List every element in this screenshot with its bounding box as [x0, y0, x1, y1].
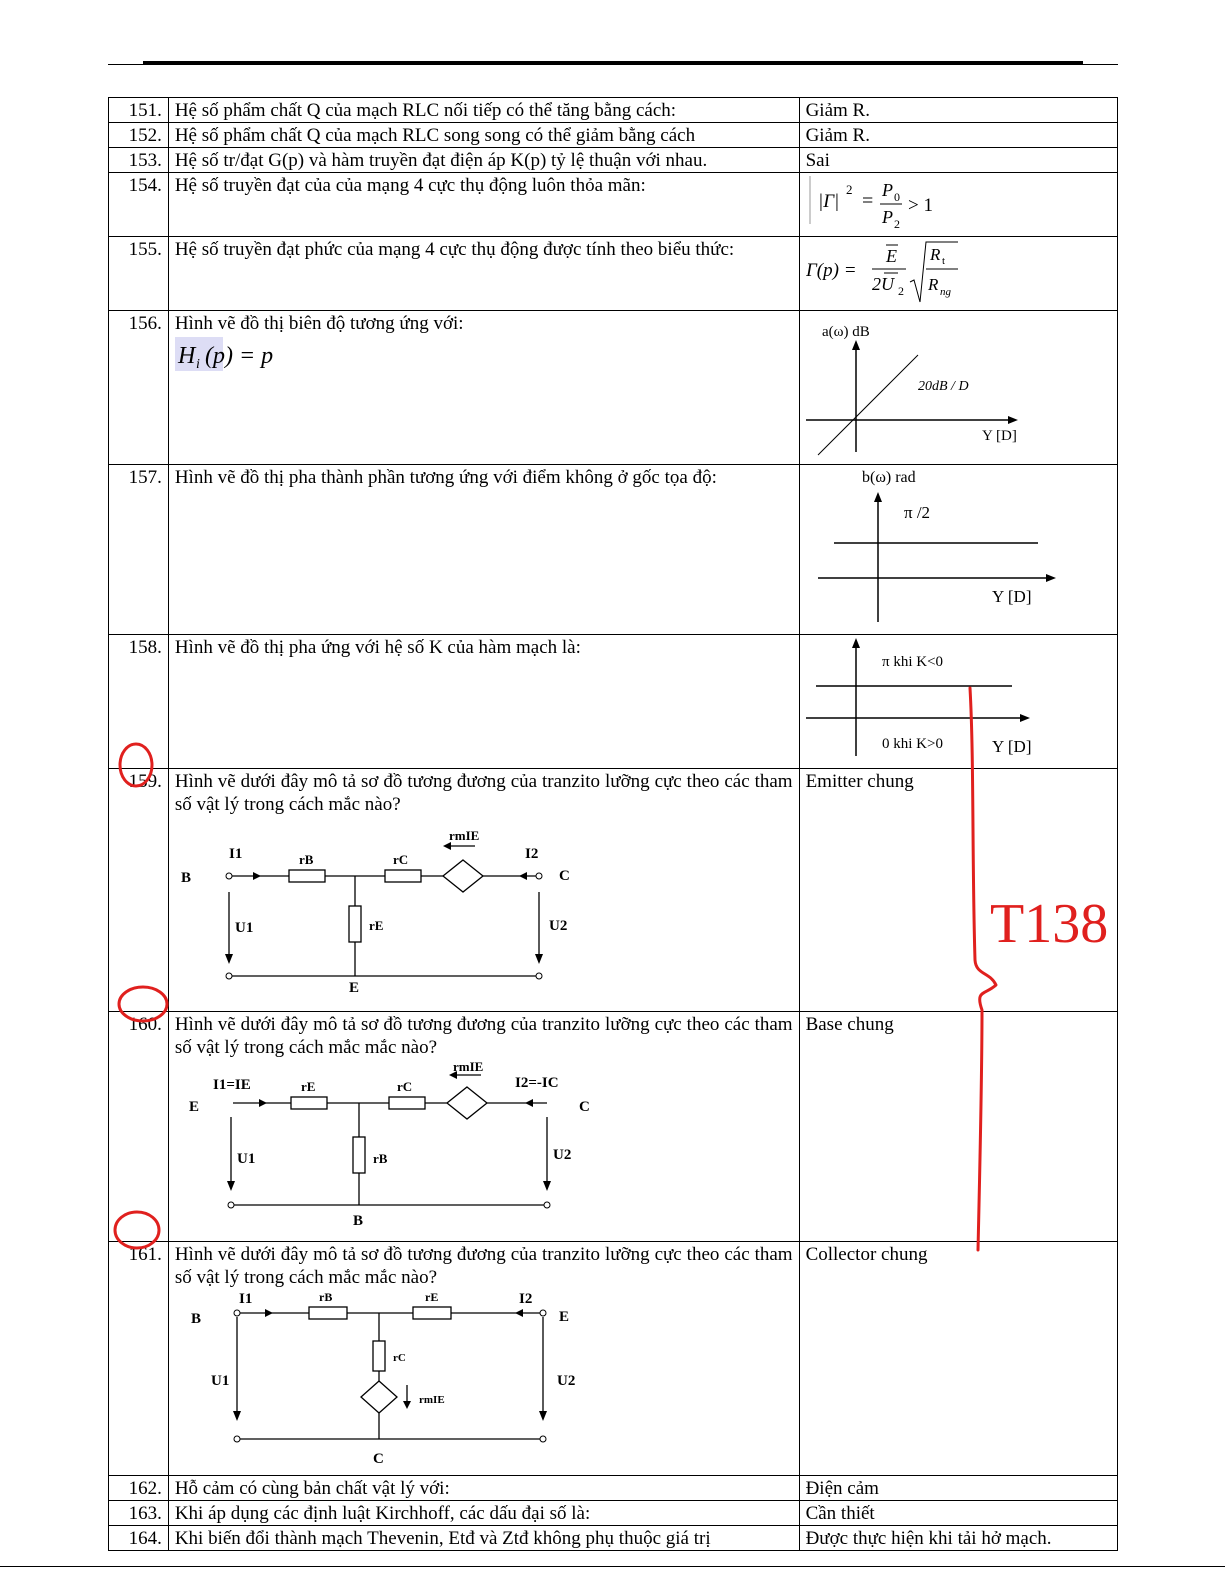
circuit-label-rb: rB: [372, 1151, 388, 1166]
question-text: Hỗ cảm có cùng bản chất vật lý với:: [168, 1476, 799, 1501]
answer-formula-cell: [799, 173, 1117, 237]
question-number: 162.: [109, 1476, 169, 1501]
circuit-label-u2: U2: [556, 1373, 576, 1389]
circuit-label-u2: U2: [548, 918, 568, 934]
formula-rden: R: [927, 275, 938, 294]
circuit-label-u1: U1: [234, 920, 254, 936]
answer-graph-cell: [799, 465, 1117, 635]
circuit-terminal-left: B: [190, 1311, 201, 1327]
question-number: 159.: [109, 769, 169, 1012]
table-row: [109, 769, 1118, 1012]
circuit-terminal-left: B: [180, 870, 191, 886]
annotation-text: T138: [990, 893, 1109, 955]
phase-k-graph: [806, 636, 1046, 762]
formula-156: [175, 335, 305, 375]
question-text: Hình vẽ dưới đây mô tả sơ đồ tương đương của tranzito lưỡng cực theo các tham số vật lý trong cách mắc mắc nào?: [174, 1244, 793, 1288]
formula-h: H: [177, 343, 196, 369]
formula-rnum-sub: t: [941, 255, 945, 267]
graph-xlabel: Υ [D]: [991, 587, 1032, 606]
answer-graph-cell: [799, 311, 1117, 465]
question-number: 164.: [109, 1526, 169, 1551]
question-number: 157.: [109, 465, 169, 635]
circuit-label-u1: U1: [236, 1151, 256, 1167]
formula-lhs: |Γ|: [817, 191, 839, 212]
answer-formula-cell: [799, 237, 1117, 311]
question-cell: [168, 769, 799, 1012]
circuit-label-i2: I2=-IC: [514, 1075, 559, 1091]
circuit-label-rb: rB: [298, 852, 314, 867]
graph-xlabel: Υ [D]: [991, 737, 1032, 756]
formula-lhs: Γ(p) =: [805, 260, 857, 281]
formula-den-sub: 2: [897, 284, 904, 298]
circuit-terminal-bottom: B: [352, 1213, 363, 1229]
table-row: [109, 635, 1118, 769]
circuit-label-rc: rC: [392, 1352, 406, 1364]
circuit-terminal-left: E: [188, 1099, 199, 1115]
formula-h-sub: i: [195, 357, 200, 372]
question-cell: [168, 1012, 799, 1242]
circuit-terminal-right: C: [578, 1099, 590, 1115]
question-text: Hình vẽ dưới đây mô tả sơ đồ tương đương của tranzito lưỡng cực theo các tham số vật lý trong cách mắc mắc nào?: [174, 1014, 793, 1058]
table-row: [109, 465, 1118, 635]
formula-den: P: [881, 207, 893, 227]
table-row: [109, 1242, 1118, 1476]
answer-text: Sai: [799, 148, 1117, 173]
question-text: Hệ số truyền đạt của của mạng 4 cực thụ động luôn thỏa mãn:: [168, 173, 799, 237]
question-text: Hình vẽ đồ thị pha ứng với hệ số K của hàm mạch là:: [168, 635, 799, 769]
table-row: [109, 148, 1118, 173]
circuit-label-i1: I1: [228, 846, 243, 862]
formula-num-sub: 0: [893, 190, 900, 204]
table-row: [109, 1526, 1118, 1551]
circuit-label-re: rE: [300, 1079, 316, 1094]
circuit-label-rc: rC: [392, 852, 408, 867]
table-row: [109, 173, 1118, 237]
circuit-label-re: rE: [424, 1290, 439, 1304]
circuit-label-i1: I1: [238, 1291, 253, 1307]
question-text: Hệ số phẩm chất Q của mạch RLC nối tiếp có thể tăng bằng cách:: [168, 98, 799, 123]
circuit-161: [175, 1289, 615, 1469]
question-number: 152.: [109, 123, 169, 148]
question-number: 153.: [109, 148, 169, 173]
formula-rhs: > 1: [907, 195, 933, 216]
question-number: 151.: [109, 98, 169, 123]
circuit-label-u2: U2: [552, 1147, 572, 1163]
question-number: 155.: [109, 237, 169, 311]
table-row: [109, 237, 1118, 311]
answer-text: Điện cảm: [799, 1476, 1117, 1501]
question-text: Hình vẽ dưới đây mô tả sơ đồ tương đương của tranzito lưỡng cực theo các tham số vật lý trong cách mắc nào?: [174, 771, 793, 815]
question-text: Khi áp dụng các định luật Kirchhoff, các dấu đại số là:: [168, 1501, 799, 1526]
question-text: Hệ số phẩm chất Q của mạch RLC song song có thể giảm bằng cách: [168, 123, 799, 148]
formula-num: P: [881, 180, 893, 200]
formula-155: [806, 238, 1006, 304]
phase-graph: [806, 466, 1066, 628]
circuit-label-i2: I2: [524, 846, 539, 862]
answer-text: Base chung: [799, 1012, 1117, 1242]
amplitude-graph: [806, 312, 1036, 458]
circuit-label-re: rE: [368, 918, 384, 933]
circuit-160: [175, 1059, 615, 1229]
answer-text: Giảm R.: [799, 98, 1117, 123]
answer-text: Được thực hiện khi tải hở mạch.: [799, 1526, 1117, 1551]
formula-exp: 2: [845, 182, 853, 197]
table-row: [109, 311, 1118, 465]
answer-text: Giảm R.: [799, 123, 1117, 148]
graph-level-label: π /2: [903, 503, 930, 522]
question-number: 160.: [109, 1012, 169, 1242]
circuit-label-rc: rC: [396, 1079, 412, 1094]
circuit-label-u1: U1: [210, 1373, 230, 1389]
circuit-159: [175, 822, 595, 992]
table-row: [109, 1012, 1118, 1242]
circuit-terminal-right: C: [558, 868, 570, 884]
table-row: [109, 1501, 1118, 1526]
graph-level-top: π khi K<0: [881, 654, 943, 670]
answer-text: Emitter chung: [799, 769, 1117, 1012]
formula-154: [806, 174, 1006, 230]
question-number: 163.: [109, 1501, 169, 1526]
question-number: 161.: [109, 1242, 169, 1476]
question-number: 154.: [109, 173, 169, 237]
circuit-label-src: rmIE: [418, 1394, 445, 1406]
table-row: [109, 98, 1118, 123]
question-text: Hình vẽ đồ thị biên độ tương ứng với:: [174, 313, 464, 334]
circuit-terminal-bottom: E: [348, 980, 359, 992]
question-text: Hệ số tr/đạt G(p) và hàm truyền đạt điện áp K(p) tỷ lệ thuận với nhau.: [168, 148, 799, 173]
graph-slope-label: 20dB / D: [917, 379, 969, 394]
answer-text: Cần thiết: [799, 1501, 1117, 1526]
formula-den-sub: 2: [893, 217, 900, 230]
formula-den: 2U: [871, 274, 894, 294]
formula-num: E: [885, 246, 897, 266]
question-cell: [168, 1242, 799, 1476]
circuit-label-rb: rB: [318, 1290, 333, 1304]
question-text: Hệ số truyền đạt phức của mạng 4 cực thụ động được tính theo biểu thức:: [168, 237, 799, 311]
question-table: [108, 97, 1118, 1551]
circuit-label-src: rmIE: [452, 1059, 484, 1074]
header-rule-thin: [108, 64, 1118, 65]
circuit-terminal-right: E: [558, 1309, 569, 1325]
question-text: Hình vẽ đồ thị pha thành phần tương ứng với điểm không ở gốc tọa độ:: [168, 465, 799, 635]
graph-level-bottom: 0 khi K>0: [881, 736, 943, 752]
table-row: [109, 123, 1118, 148]
answer-graph-cell: [799, 635, 1117, 769]
circuit-label-src: rmIE: [448, 828, 480, 843]
graph-ylabel: b(ω) rad: [861, 469, 916, 486]
circuit-label-i1: I1=IE: [212, 1077, 251, 1093]
graph-ylabel: a(ω) dB: [821, 324, 870, 340]
formula-rden-sub: ng: [939, 286, 951, 298]
formula-eq: =: [861, 190, 873, 212]
answer-text: Collector chung: [799, 1242, 1117, 1476]
table-row: [109, 1476, 1118, 1501]
question-text: Khi biến đổi thành mạch Thevenin, Etđ và Ztđ không phụ thuộc giá trị: [168, 1526, 799, 1551]
footer-rule: [0, 1566, 1225, 1567]
question-number: 158.: [109, 635, 169, 769]
question-cell: [168, 311, 799, 465]
formula-rnum: R: [929, 245, 940, 264]
graph-xlabel: Υ [D]: [981, 428, 1017, 444]
formula-h-rest: (p) = p: [204, 343, 274, 369]
circuit-label-i2: I2: [518, 1291, 533, 1307]
question-number: 156.: [109, 311, 169, 465]
circuit-terminal-bottom: C: [372, 1451, 384, 1467]
